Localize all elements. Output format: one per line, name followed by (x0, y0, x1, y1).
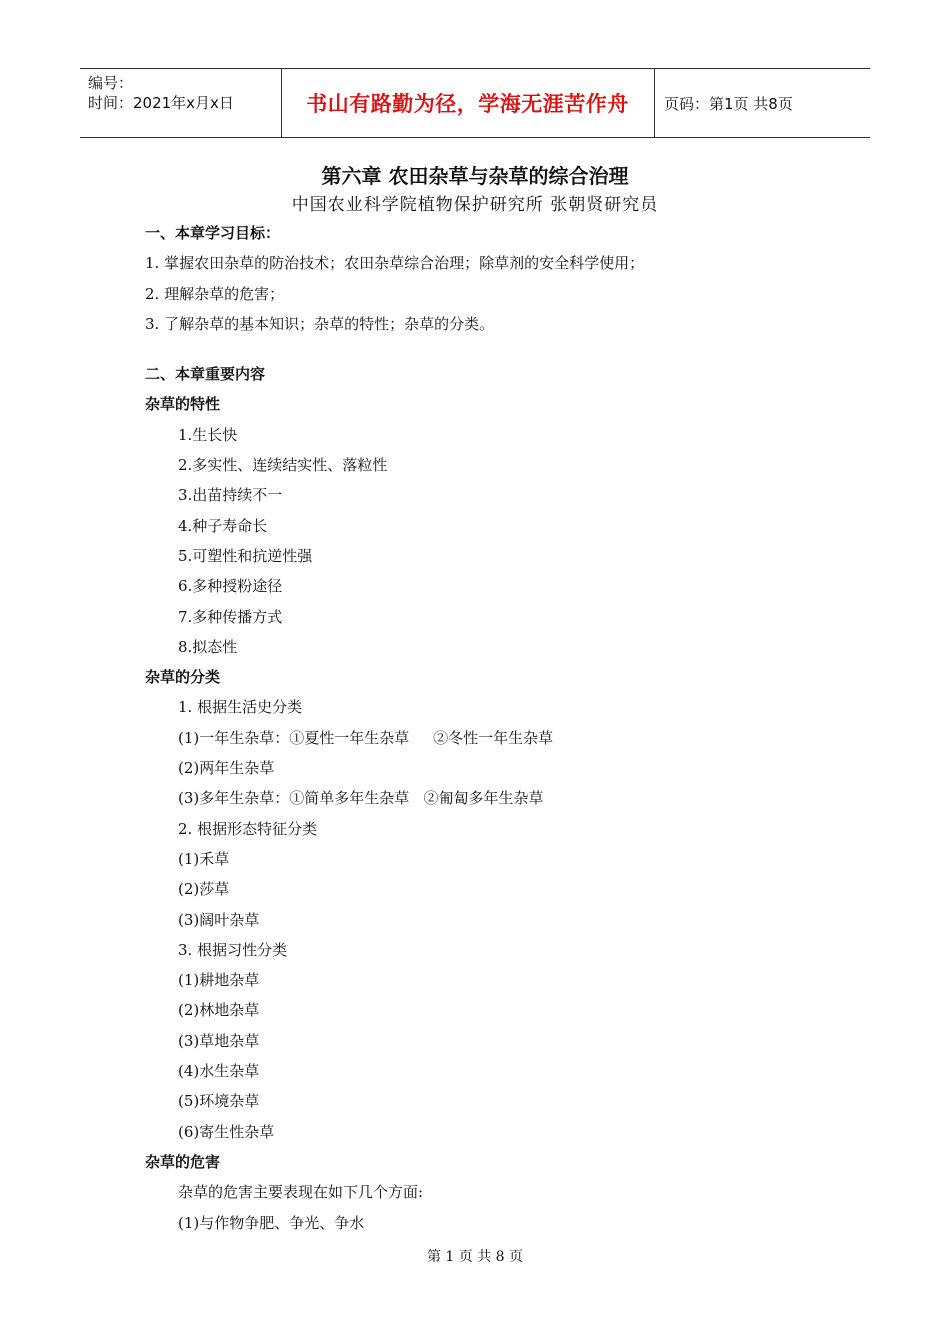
subsection-heading: 杂草的特性 (145, 395, 221, 414)
list-item: (1)耕地杂草 (178, 971, 260, 990)
list-item: (2)莎草 (178, 880, 230, 899)
spacer (145, 339, 845, 359)
list-item: (3)多年生杂草：①简单多年生杂草 ②匍匐多年生杂草 (178, 789, 544, 808)
document-body (145, 218, 845, 1238)
section-heading: 二、本章重要内容 (145, 365, 266, 384)
list-item: (3)阔叶杂草 (178, 910, 260, 929)
subsection-heading: 杂草的分类 (145, 668, 221, 687)
date-line: 时间：2021年x月x日 (88, 94, 234, 112)
list-item: 8.拟态性 (178, 637, 238, 656)
header-motto: 书山有路勤为径，学海无涯苦作舟 (306, 92, 629, 116)
page-header-table (80, 68, 870, 138)
list-item: (1)禾草 (178, 849, 230, 868)
header-page-info: 页码：第1页 共8页 (664, 94, 793, 113)
list-item: 1.生长快 (178, 425, 238, 444)
list-item: 1. 根据生活史分类 (178, 698, 303, 717)
list-item: 4.种子寿命长 (178, 516, 268, 535)
subsection-heading: 杂草的危害 (145, 1152, 221, 1171)
number-label: 编号： (88, 74, 134, 92)
list-item: (2)两年生杂草 (178, 759, 275, 778)
list-item: 2. 根据形态特征分类 (178, 819, 318, 838)
list-item: 2.多实性、连续结实性、落粒性 (178, 456, 388, 475)
header-meta (88, 73, 234, 113)
list-item: (3)草地杂草 (178, 1031, 260, 1050)
header-divider (654, 69, 655, 137)
list-item: (1)与作物争肥、争光、争水 (178, 1213, 365, 1232)
paragraph: 杂草的危害主要表现在如下几个方面: (178, 1183, 424, 1202)
list-item: (2)林地杂草 (178, 1001, 260, 1020)
list-item: 7.多种传播方式 (178, 607, 283, 626)
objective-item: 2. 理解杂草的危害； (145, 284, 285, 303)
list-item: 3.出苗持续不一 (178, 486, 283, 505)
list-item: (1)一年生杂草：①夏性一年生杂草 ②冬性一年生杂草 (178, 728, 554, 747)
list-item: (4)水生杂草 (178, 1062, 260, 1081)
chapter-title: 第六章 农田杂草与杂草的综合治理 (321, 164, 629, 188)
section-heading: 一、本章学习目标： (145, 224, 281, 242)
objective-item: 3. 了解杂草的基本知识；杂草的特性；杂草的分类。 (145, 314, 495, 333)
objective-item: 1. 掌握农田杂草的防治技术；农田杂草综合治理；除草剂的安全科学使用； (145, 254, 645, 273)
list-item: (5)环境杂草 (178, 1092, 260, 1111)
list-item: 6.多种授粉途径 (178, 577, 283, 596)
chapter-author: 中国农业科学院植物保护研究所 张朝贤研究员 (291, 195, 659, 215)
list-item: 5.可塑性和抗逆性强 (178, 546, 313, 565)
page-footer: 第 1 页 共 8 页 (426, 1249, 524, 1265)
list-item: (6)寄生性杂草 (178, 1122, 275, 1141)
list-item: 3. 根据习性分类 (178, 940, 288, 959)
